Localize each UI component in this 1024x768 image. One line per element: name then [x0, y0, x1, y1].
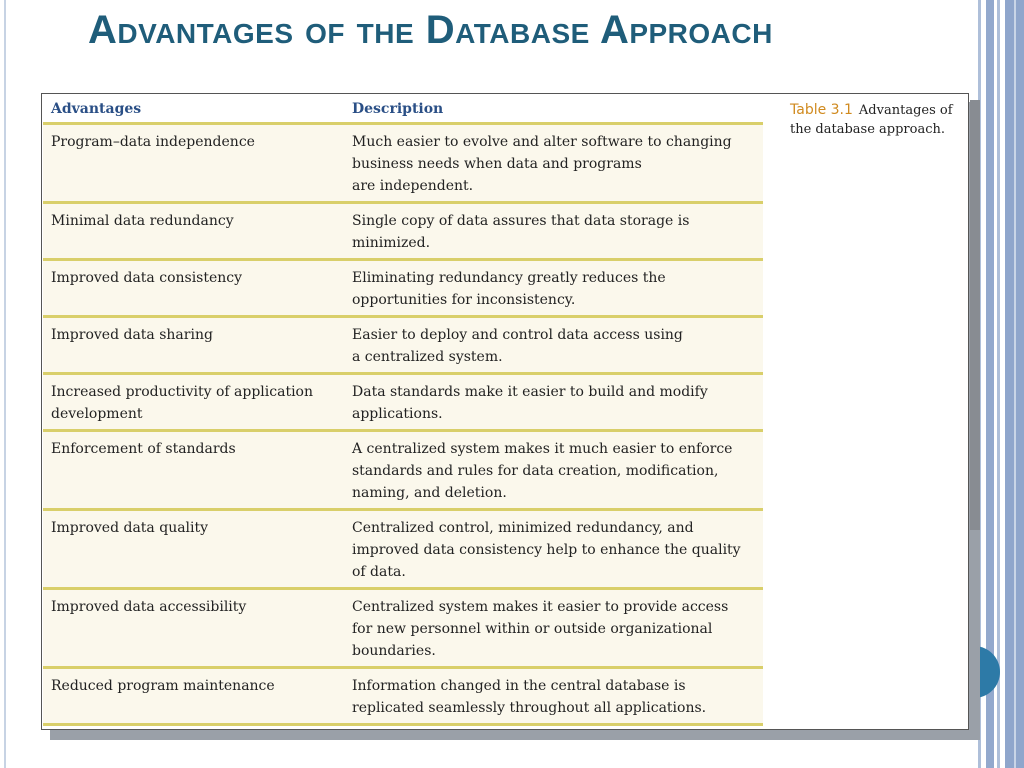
caption-text: Advantages of the database approach. [790, 103, 953, 137]
caption-label: Table 3.1 [790, 102, 853, 118]
cell-advantage: Program–data independence [43, 124, 344, 203]
slide-title: Advantages of the Database Approach [88, 8, 773, 52]
table-body [43, 124, 763, 725]
header-description: Description [344, 96, 763, 124]
cell-advantage: Minimal data redundancy [43, 203, 344, 260]
cell-advantage: Improved data accessibility [43, 589, 344, 668]
table-row [43, 203, 763, 260]
cell-advantage: Enforcement of standards [43, 431, 344, 510]
cell-description: Much easier to evolve and alter software to changing business needs when data and programs are independent. [344, 124, 763, 203]
table-row [43, 431, 763, 510]
stripe [1014, 0, 1016, 768]
header-advantages: Advantages [43, 96, 344, 124]
cell-description: A centralized system makes it much easier to enforce standards and rules for data creation, modification, naming, and deletion. [344, 431, 763, 510]
cell-description: Data standards make it easier to build and modify applications. [344, 374, 763, 431]
table-row [43, 668, 763, 725]
table-row [43, 374, 763, 431]
table-row [43, 317, 763, 374]
table-header-row [43, 96, 763, 124]
cell-advantage: Improved data quality [43, 510, 344, 589]
table-row [43, 589, 763, 668]
advantages-table [43, 96, 763, 726]
left-border-rule [4, 0, 6, 768]
cell-advantage: Increased productivity of application development [43, 374, 344, 431]
cell-advantage: Improved data consistency [43, 260, 344, 317]
stripe [997, 0, 1000, 768]
cell-advantage: Reduced program maintenance [43, 668, 344, 725]
cell-advantage: Improved data sharing [43, 317, 344, 374]
cell-description: Eliminating redundancy greatly reduces the opportunities for inconsistency. [344, 260, 763, 317]
cell-description: Information changed in the central database is replicated seamlessly throughout all applications. [344, 668, 763, 725]
table-row [43, 124, 763, 203]
table-row [43, 510, 763, 589]
table-caption [790, 101, 970, 139]
cell-description: Easier to deploy and control data access using a centralized system. [344, 317, 763, 374]
table-row [43, 260, 763, 317]
cell-description: Centralized system makes it easier to provide access for new personnel within or outside organizational boundaries. [344, 589, 763, 668]
table-image-edge [970, 100, 980, 530]
cell-description: Single copy of data assures that data storage is minimized. [344, 203, 763, 260]
cell-description: Centralized control, minimized redundancy, and improved data consistency help to enhance the quality of data. [344, 510, 763, 589]
